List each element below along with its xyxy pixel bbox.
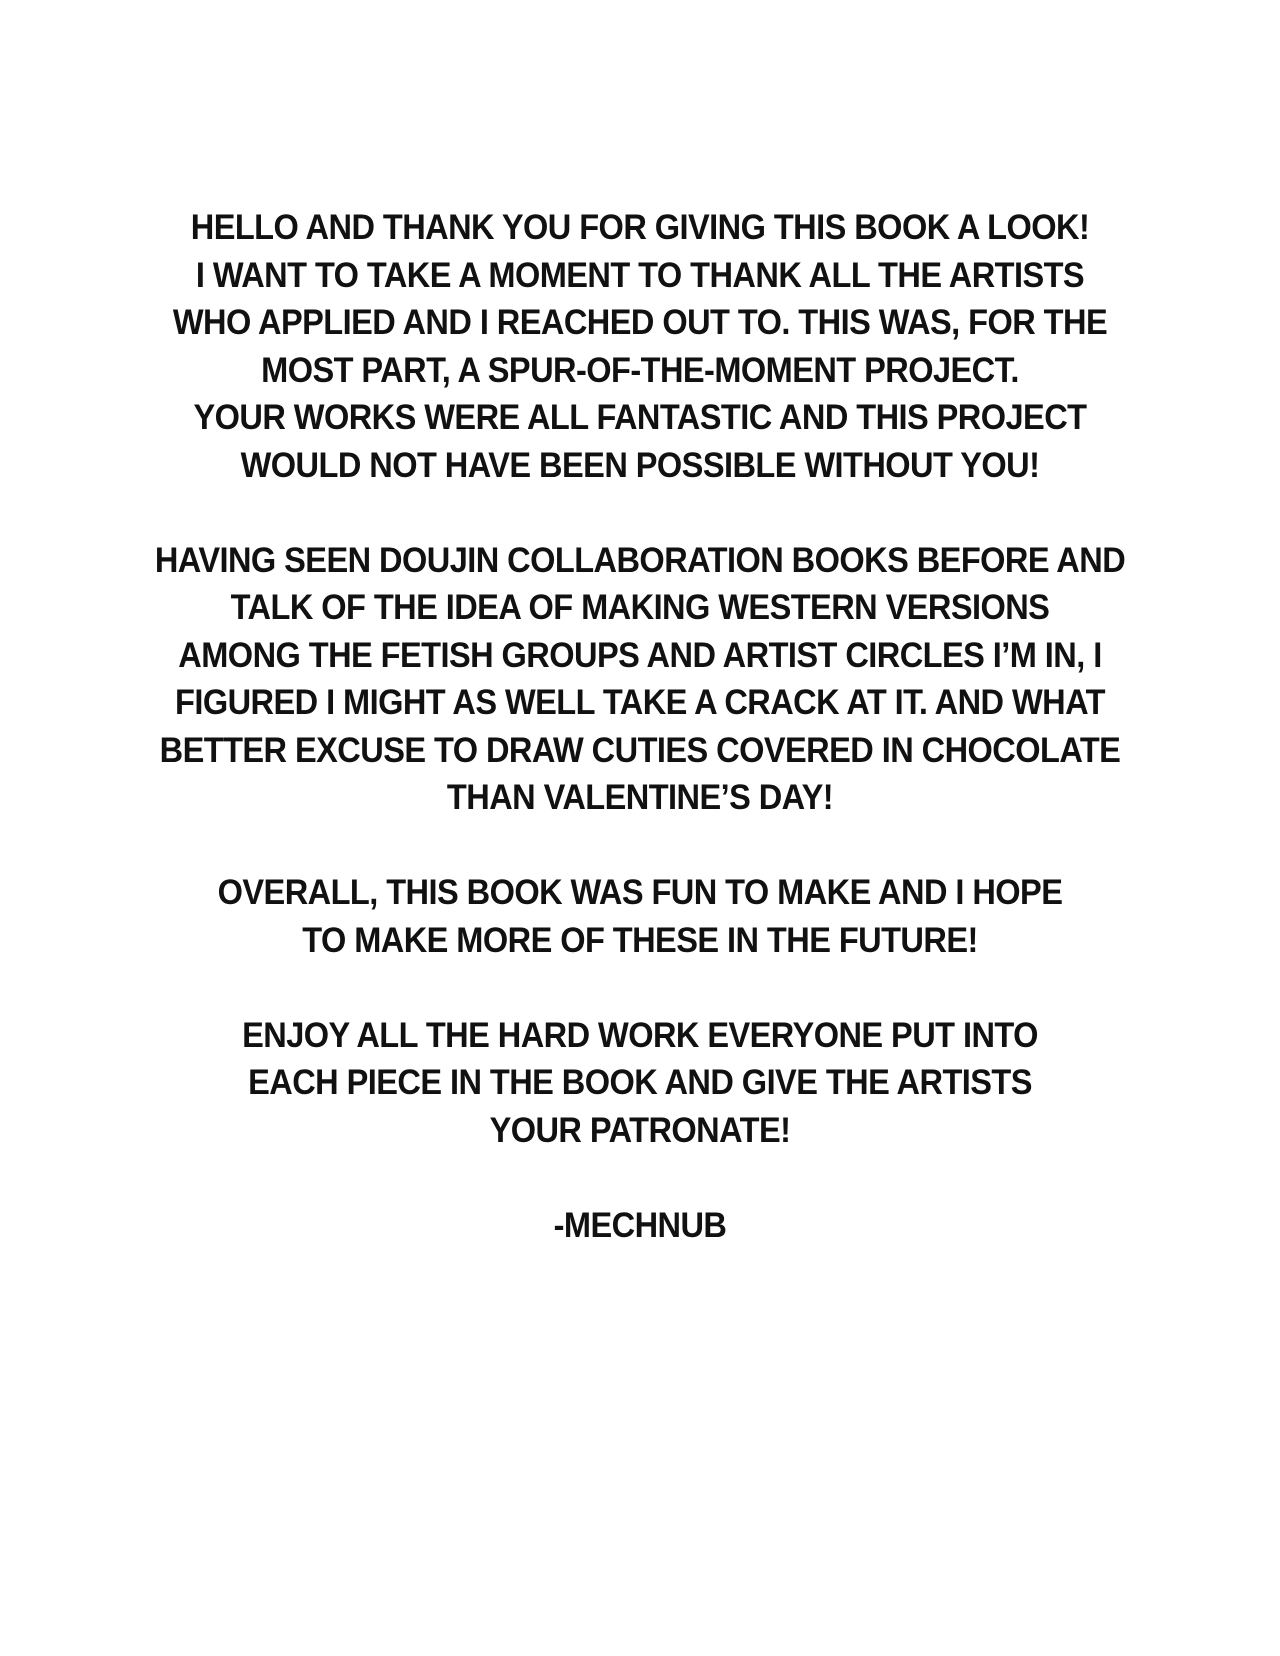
letter-line: ENJOY ALL THE HARD WORK EVERYONE PUT INTO bbox=[242, 1015, 1038, 1055]
letter-line: I WANT TO TAKE A MOMENT TO THANK ALL THE ARTISTS bbox=[195, 255, 1085, 295]
letter-line: TO MAKE MORE OF THESE IN THE FUTURE! bbox=[302, 920, 978, 960]
signature bbox=[82, 1202, 1198, 1250]
letter-line: HAVING SEEN DOUJIN COLLABORATION BOOKS BEFORE AND bbox=[154, 540, 1126, 580]
letter-line: AMONG THE FETISH GROUPS AND ARTIST CIRCLES I’M IN, I bbox=[178, 635, 1102, 675]
letter-line: OVERALL, THIS BOOK WAS FUN TO MAKE AND I HOPE bbox=[217, 873, 1063, 912]
signature-text: -MECHNUB bbox=[553, 1205, 727, 1245]
letter-line: HELLO AND THANK YOU FOR GIVING THIS BOOK A LOOK! bbox=[190, 208, 1090, 247]
letter-line: FIGURED I MIGHT AS WELL TAKE A CRACK AT IT. AND WHAT bbox=[175, 683, 1105, 722]
paragraph-enjoy bbox=[82, 1012, 1198, 1155]
letter-line: YOUR PATRONATE! bbox=[489, 1110, 791, 1150]
paragraph-overall bbox=[82, 869, 1198, 964]
paragraph-thanks bbox=[82, 204, 1198, 489]
paragraph-background bbox=[82, 537, 1198, 822]
thank-you-letter bbox=[82, 204, 1198, 1249]
letter-line: WHO APPLIED AND I REACHED OUT TO. THIS WAS, FOR THE bbox=[172, 303, 1108, 342]
letter-line: YOUR WORKS WERE ALL FANTASTIC AND THIS PROJECT bbox=[193, 398, 1087, 437]
letter-line: BETTER EXCUSE TO DRAW CUTIES COVERED IN CHOCOLATE bbox=[159, 730, 1121, 770]
letter-line: MOST PART, A SPUR-OF-THE-MOMENT PROJECT. bbox=[261, 350, 1019, 390]
letter-line: EACH PIECE IN THE BOOK AND GIVE THE ARTISTS bbox=[248, 1063, 1032, 1102]
letter-line: WOULD NOT HAVE BEEN POSSIBLE WITHOUT YOU! bbox=[240, 445, 1040, 485]
letter-line: TALK OF THE IDEA OF MAKING WESTERN VERSIONS bbox=[230, 588, 1050, 627]
letter-line: THAN VALENTINE’S DAY! bbox=[446, 778, 834, 817]
